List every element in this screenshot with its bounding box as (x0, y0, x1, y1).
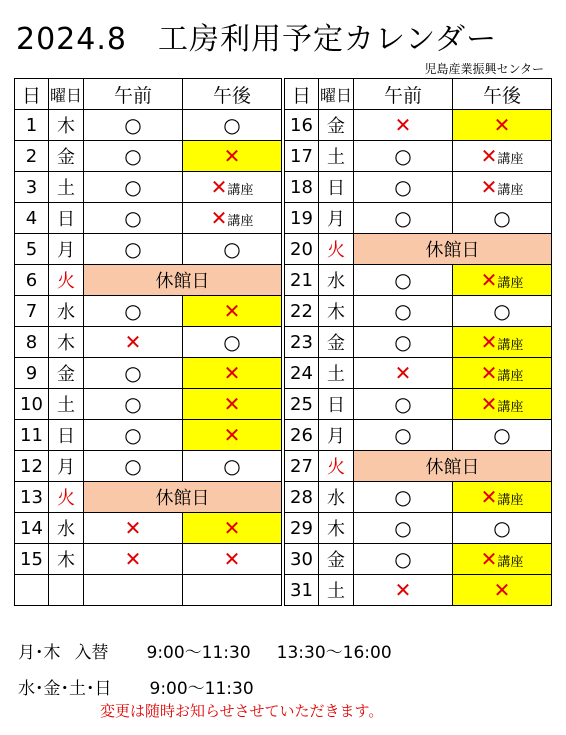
cross-icon: ✕ (394, 578, 412, 602)
day-row (15, 110, 282, 141)
day-row (15, 358, 282, 389)
day-number: 10 (15, 389, 49, 420)
day-number: 25 (285, 389, 319, 420)
circle-icon: ○ (124, 144, 142, 168)
circle-icon: ○ (124, 237, 142, 261)
cross-icon: ✕ (223, 547, 241, 571)
circle-icon: ○ (394, 392, 412, 416)
calendar-table-right (284, 78, 552, 606)
weekday: 土 (49, 172, 84, 203)
cross-icon: ✕ (124, 516, 142, 540)
hours-row-1 (18, 638, 392, 663)
lecture-label: 講座 (497, 338, 524, 353)
am-cell (354, 203, 453, 234)
day-row (285, 389, 552, 420)
circle-icon: ○ (394, 175, 412, 199)
cross-icon: ✕ (480, 485, 498, 509)
am-cell (84, 358, 183, 389)
weekday: 木 (319, 296, 354, 327)
day-number: 30 (285, 544, 319, 575)
weekday: 土 (319, 141, 354, 172)
day-row (285, 327, 552, 358)
day-row (285, 110, 552, 141)
lecture-label: 講座 (497, 369, 524, 384)
day-row (285, 451, 552, 482)
circle-icon: ○ (493, 206, 511, 230)
closed-cell: 休館日 (354, 451, 552, 482)
circle-icon: ○ (124, 454, 142, 478)
day-row (15, 544, 282, 575)
am-cell (354, 141, 453, 172)
day-number: 7 (15, 296, 49, 327)
circle-icon: ○ (124, 113, 142, 137)
circle-icon: ○ (493, 423, 511, 447)
day-row (15, 420, 282, 451)
hours-days: 月･木 (18, 643, 61, 663)
hours-time1: 9:00～11:30 (149, 679, 254, 699)
notice-text: 変更は随時お知らせさせていただきます。 (100, 702, 384, 720)
weekday: 土 (319, 575, 354, 606)
day-number: 6 (15, 265, 49, 296)
day-row (15, 389, 282, 420)
weekday: 木 (49, 544, 84, 575)
lecture-label: 講座 (497, 555, 524, 570)
weekday: 土 (49, 389, 84, 420)
weekday: 水 (49, 513, 84, 544)
cross-icon: ✕ (480, 268, 498, 292)
hours-note: 入替 (74, 643, 109, 663)
weekday: 日 (49, 203, 84, 234)
weekday (49, 575, 84, 606)
cross-icon: ✕ (493, 578, 511, 602)
pm-cell (183, 451, 282, 482)
cross-icon: ✕ (480, 330, 498, 354)
day-number: 24 (285, 358, 319, 389)
am-cell (84, 389, 183, 420)
am-cell (84, 451, 183, 482)
am-cell (354, 513, 453, 544)
pm-cell (183, 420, 282, 451)
pm-cell (453, 203, 552, 234)
weekday: 木 (49, 110, 84, 141)
circle-icon: ○ (124, 299, 142, 323)
day-row (285, 265, 552, 296)
am-cell (354, 544, 453, 575)
lecture-label: 講座 (497, 152, 524, 167)
am-cell (354, 265, 453, 296)
header-am: 午前 (84, 79, 183, 110)
pm-cell (453, 389, 552, 420)
cross-icon: ✕ (394, 361, 412, 385)
pm-cell (183, 296, 282, 327)
am-cell (84, 544, 183, 575)
day-row (285, 544, 552, 575)
day-number: 4 (15, 203, 49, 234)
circle-icon: ○ (124, 206, 142, 230)
am-cell (354, 420, 453, 451)
pm-cell (453, 265, 552, 296)
circle-icon: ○ (394, 423, 412, 447)
day-number: 28 (285, 482, 319, 513)
day-row (285, 172, 552, 203)
circle-icon: ○ (394, 516, 412, 540)
lecture-label: 講座 (497, 276, 524, 291)
cross-icon: ✕ (223, 516, 241, 540)
am-cell (84, 110, 183, 141)
day-number: 23 (285, 327, 319, 358)
header-weekday: 曜日 (319, 79, 354, 110)
lecture-label: 講座 (497, 400, 524, 415)
cross-icon: ✕ (124, 547, 142, 571)
hours-days: 水･金･土･日 (18, 679, 112, 699)
day-number: 1 (15, 110, 49, 141)
circle-icon: ○ (394, 206, 412, 230)
day-row (285, 296, 552, 327)
weekday: 日 (319, 389, 354, 420)
hours-time1: 9:00～11:30 (146, 643, 251, 663)
day-number: 17 (285, 141, 319, 172)
weekday: 火 (319, 234, 354, 265)
weekday: 木 (49, 327, 84, 358)
weekday: 水 (49, 296, 84, 327)
weekday: 金 (319, 327, 354, 358)
header-weekday: 曜日 (49, 79, 84, 110)
day-number: 8 (15, 327, 49, 358)
day-number: 16 (285, 110, 319, 141)
pm-cell (183, 544, 282, 575)
pm-cell (183, 327, 282, 358)
cross-icon: ✕ (223, 392, 241, 416)
circle-icon: ○ (124, 423, 142, 447)
weekday: 金 (319, 110, 354, 141)
cross-icon: ✕ (223, 361, 241, 385)
day-row (15, 482, 282, 513)
closed-cell: 休館日 (84, 482, 282, 513)
day-number: 14 (15, 513, 49, 544)
cross-icon: ✕ (480, 361, 498, 385)
lecture-label: 講座 (497, 493, 524, 508)
cross-icon: ✕ (480, 547, 498, 571)
pm-cell (183, 172, 282, 203)
weekday: 木 (319, 513, 354, 544)
header-day: 日 (15, 79, 49, 110)
day-number: 12 (15, 451, 49, 482)
day-row (15, 141, 282, 172)
cross-icon: ✕ (223, 299, 241, 323)
circle-icon: ○ (124, 361, 142, 385)
day-number: 13 (15, 482, 49, 513)
weekday: 月 (49, 451, 84, 482)
am-cell (84, 141, 183, 172)
day-number: 15 (15, 544, 49, 575)
weekday: 水 (319, 482, 354, 513)
pm-cell (453, 420, 552, 451)
am-cell (354, 358, 453, 389)
day-number: 31 (285, 575, 319, 606)
day-number: 20 (285, 234, 319, 265)
cross-icon: ✕ (223, 423, 241, 447)
circle-icon: ○ (124, 175, 142, 199)
day-number: 11 (15, 420, 49, 451)
circle-icon: ○ (124, 392, 142, 416)
weekday: 水 (319, 265, 354, 296)
circle-icon: ○ (223, 330, 241, 354)
pm-cell (453, 575, 552, 606)
pm-cell (453, 296, 552, 327)
pm-cell (183, 141, 282, 172)
day-number: 2 (15, 141, 49, 172)
day-row (285, 234, 552, 265)
circle-icon: ○ (394, 485, 412, 509)
day-row (15, 575, 282, 606)
day-row (15, 172, 282, 203)
pm-cell (183, 513, 282, 544)
am-cell (354, 575, 453, 606)
lecture-label: 講座 (227, 214, 254, 229)
circle-icon: ○ (394, 268, 412, 292)
pm-cell (453, 172, 552, 203)
day-row (15, 203, 282, 234)
pm-cell (183, 358, 282, 389)
lecture-label: 講座 (227, 183, 254, 198)
pm-cell (453, 513, 552, 544)
am-cell (354, 110, 453, 141)
pm-cell (453, 141, 552, 172)
weekday: 火 (49, 265, 84, 296)
day-row (285, 420, 552, 451)
day-row (15, 265, 282, 296)
day-number: 3 (15, 172, 49, 203)
day-number: 9 (15, 358, 49, 389)
pm-cell (183, 389, 282, 420)
day-number: 19 (285, 203, 319, 234)
weekday: 金 (319, 544, 354, 575)
lecture-label: 講座 (497, 183, 524, 198)
weekday: 日 (49, 420, 84, 451)
am-cell (354, 327, 453, 358)
am-cell (84, 296, 183, 327)
weekday: 月 (319, 420, 354, 451)
day-row (15, 513, 282, 544)
weekday: 月 (49, 234, 84, 265)
cross-icon: ✕ (480, 144, 498, 168)
header-day: 日 (285, 79, 319, 110)
cross-icon: ✕ (210, 206, 228, 230)
weekday: 金 (49, 358, 84, 389)
day-row (285, 575, 552, 606)
day-row (285, 203, 552, 234)
circle-icon: ○ (493, 299, 511, 323)
day-number: 26 (285, 420, 319, 451)
cross-icon: ✕ (223, 144, 241, 168)
am-cell (354, 482, 453, 513)
cross-icon: ✕ (210, 175, 228, 199)
day-number: 5 (15, 234, 49, 265)
am-cell (84, 575, 183, 606)
circle-icon: ○ (394, 330, 412, 354)
organization-name: 児島産業振興センター (424, 62, 544, 76)
page-title: 2024.8 工房利用予定カレンダー (16, 22, 498, 57)
calendar-table-left (14, 78, 282, 606)
day-row (285, 358, 552, 389)
weekday: 火 (49, 482, 84, 513)
pm-cell (453, 544, 552, 575)
closed-cell: 休館日 (354, 234, 552, 265)
circle-icon: ○ (223, 113, 241, 137)
circle-icon: ○ (394, 299, 412, 323)
day-row (285, 482, 552, 513)
weekday: 日 (319, 172, 354, 203)
day-row (285, 513, 552, 544)
am-cell (84, 420, 183, 451)
pm-cell (453, 482, 552, 513)
header-pm: 午後 (183, 79, 282, 110)
day-number (15, 575, 49, 606)
pm-cell (453, 110, 552, 141)
day-number: 18 (285, 172, 319, 203)
cross-icon: ✕ (124, 330, 142, 354)
weekday: 金 (49, 141, 84, 172)
header-pm: 午後 (453, 79, 552, 110)
pm-cell (183, 110, 282, 141)
day-row (15, 451, 282, 482)
header-row (15, 79, 282, 110)
day-number: 29 (285, 513, 319, 544)
am-cell (84, 203, 183, 234)
pm-cell (453, 327, 552, 358)
closed-cell: 休館日 (84, 265, 282, 296)
day-row (285, 141, 552, 172)
day-row (15, 234, 282, 265)
am-cell (84, 172, 183, 203)
hours-row-2 (18, 674, 254, 699)
cross-icon: ✕ (480, 392, 498, 416)
weekday: 月 (319, 203, 354, 234)
am-cell (84, 513, 183, 544)
circle-icon: ○ (223, 237, 241, 261)
circle-icon: ○ (394, 144, 412, 168)
pm-cell (453, 358, 552, 389)
weekday: 土 (319, 358, 354, 389)
am-cell (84, 327, 183, 358)
circle-icon: ○ (493, 516, 511, 540)
day-number: 21 (285, 265, 319, 296)
am-cell (354, 172, 453, 203)
pm-cell (183, 234, 282, 265)
day-number: 22 (285, 296, 319, 327)
pm-cell (183, 203, 282, 234)
circle-icon: ○ (223, 454, 241, 478)
weekday: 火 (319, 451, 354, 482)
cross-icon: ✕ (493, 113, 511, 137)
pm-cell (183, 575, 282, 606)
hours-time2: 13:30～16:00 (276, 643, 392, 663)
day-row (15, 327, 282, 358)
header-am: 午前 (354, 79, 453, 110)
day-number: 27 (285, 451, 319, 482)
cross-icon: ✕ (394, 113, 412, 137)
am-cell (354, 389, 453, 420)
header-row (285, 79, 552, 110)
day-row (15, 296, 282, 327)
am-cell (84, 234, 183, 265)
cross-icon: ✕ (480, 175, 498, 199)
am-cell (354, 296, 453, 327)
circle-icon: ○ (394, 547, 412, 571)
